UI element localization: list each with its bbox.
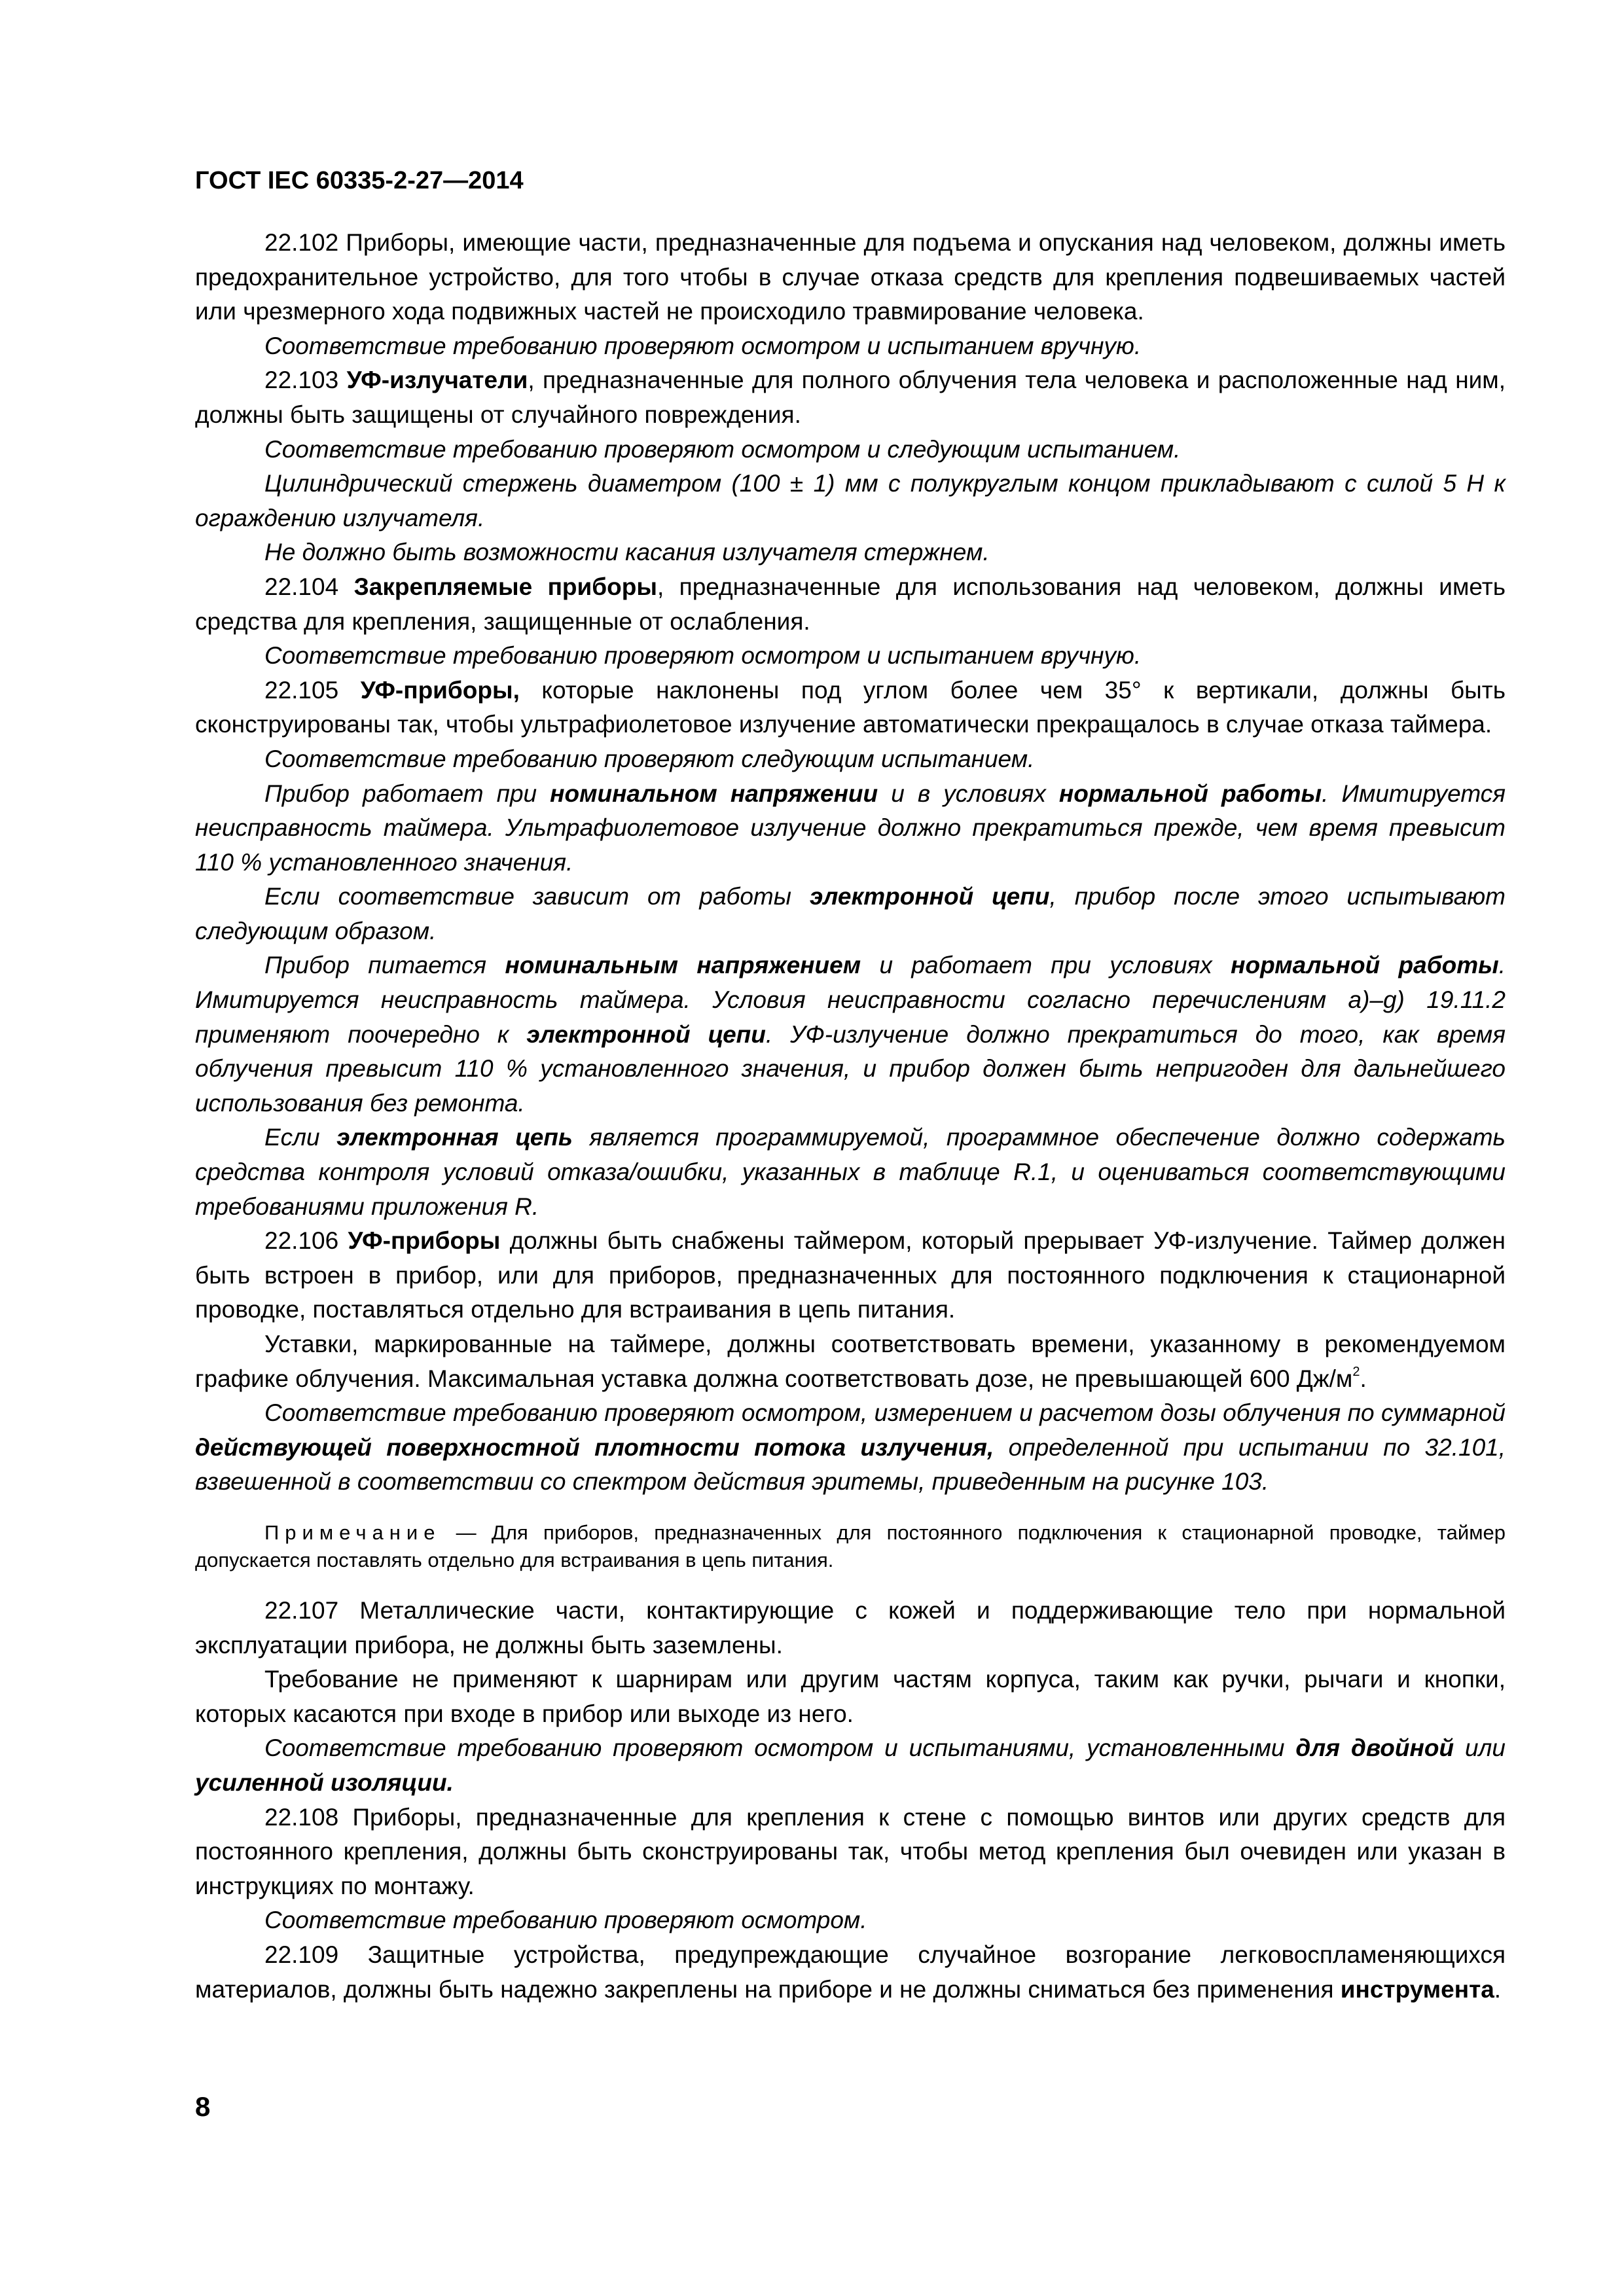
bold-term: электронная цепь <box>336 1124 573 1151</box>
text-run: . <box>1494 1975 1502 2003</box>
bold-term: нормальной работы <box>1231 952 1499 979</box>
text-run: Соответствие требованию проверяют следующим испытанием. <box>264 745 1035 772</box>
bold-term: Закрепляемые приборы <box>353 573 657 600</box>
paragraph <box>195 777 1506 880</box>
text-run: , прибор после этого испытывают следующим образом. <box>195 883 1506 944</box>
text-run: 22.106 <box>264 1227 348 1255</box>
paragraph <box>195 226 1506 329</box>
paragraph <box>195 880 1506 948</box>
text-run: Прибор работает при <box>264 780 550 807</box>
text-run: Прибор питается <box>264 952 505 979</box>
text-run: которые наклонены под углом более чем 35° к вертикали, должны быть сконструированы так, чтобы ультрафиолетовое излучение автоматически прекращалось в случае отказа таймера. <box>195 676 1506 738</box>
text-run: . УФ-излучение должно прекратиться до того, как время облучения превысит 110 % установленного значения, и прибор должен быть непригоден для дальнейшего использования без ремонта. <box>195 1020 1506 1117</box>
text-run: , предназначенные для использования над человеком, должны иметь средства для крепления, защищенные от ослабления. <box>195 573 1506 635</box>
bold-term: электронной цепи <box>526 1020 766 1048</box>
paragraph <box>195 673 1506 742</box>
text-run: 22.105 <box>264 676 361 704</box>
text-run: должны быть снабжены таймером, который прерывает УФ-излучение. Таймер должен быть встроен в прибор, или для приборов, предназначенных для постоянного подключения к стационарной проводке, поставляться отдельно для встраивания в цепь питания. <box>195 1227 1506 1323</box>
bold-term: нормальной работы <box>1058 780 1322 807</box>
text-run: Не должно быть возможности касания излучателя стержнем. <box>264 539 990 566</box>
paragraph <box>195 329 1506 364</box>
text-run: Соответствие требованию проверяют осмотром. <box>264 1907 867 1934</box>
bold-term: электронной цепи <box>809 883 1050 910</box>
text-run: Примечание <box>264 1520 441 1544</box>
paragraph <box>195 1224 1506 1327</box>
text-run: . Имитируется неисправность таймера. Условия неисправности согласно перечислениям a)–g) 19.11.2 применяют поочередно к <box>195 952 1506 1048</box>
standard-header: ГОСТ IEC 60335-2-27—2014 <box>195 167 524 194</box>
text-run: 22.104 <box>264 573 354 600</box>
paragraph <box>195 742 1506 777</box>
bold-term: УФ-приборы <box>348 1227 501 1255</box>
text-run: является программируемой, программное обеспечение должно содержать средства контроля условий отказа/ошибки, указанных в таблице R.1, и оцениваться соответствующими требованиями приложения R. <box>195 1124 1506 1220</box>
document-body <box>195 226 1506 2007</box>
paragraph <box>195 1731 1506 1800</box>
text-run: и в условиях <box>878 780 1059 807</box>
text-run: 22.103 <box>264 367 347 394</box>
text-run: Соответствие требованию проверяют осмотром и испытаниями, установленными <box>264 1734 1296 1762</box>
note-paragraph <box>195 1519 1506 1574</box>
text-run: Цилиндрический стержень диаметром (100 ± 1) мм с полукруглым концом прикладывают с силой 5 Н к ограждению излучателя. <box>195 470 1506 531</box>
text-run: 22.102 Приборы, имеющие части, предназначенные для подъема и опускания над человеком, должны иметь предохранительное устройство, для того чтобы в случае отказа средств для крепления подвешиваемых частей или чрезмерного хода подвижных частей не происходило травмирование человека. <box>195 229 1506 325</box>
paragraph <box>195 1594 1506 1662</box>
text-run: Соответствие требованию проверяют осмотром, измерением и расчетом дозы облучения по суммарной <box>264 1399 1506 1427</box>
text-run: — Для приборов, предназначенных для постоянного подключения к стационарной проводке, таймер допускается поставлять отдельно для встраивания в цепь питания. <box>195 1520 1506 1571</box>
paragraph <box>195 1396 1506 1499</box>
bold-term: усиленной изоляции. <box>195 1768 454 1796</box>
paragraph <box>195 1121 1506 1224</box>
text-run: или <box>1454 1734 1506 1762</box>
text-run: 22.109 Защитные устройства, предупреждающие случайное возгорание легковоспламеняющихся материалов, должны быть надежно закреплены на приборе и не должны сниматься без применения <box>195 1941 1506 2003</box>
paragraph <box>195 363 1506 432</box>
paragraph <box>195 1327 1506 1396</box>
text-run: и работает при условиях <box>861 952 1231 979</box>
text-run: . Имитируется неисправность таймера. Ультрафиолетовое излучение должно прекратиться прежде, чем время превысит 110 % установленного значения. <box>195 780 1506 876</box>
text-run: Требование не применяют к шарнирам или другим частям корпуса, таким как ручки, рычаги и кнопки, которых касаются при входе в прибор или выходе из него. <box>195 1666 1506 1727</box>
text-run: Соответствие требованию проверяют осмотром и следующим испытанием. <box>264 435 1181 463</box>
text-run: Соответствие требованию проверяют осмотром и испытанием вручную. <box>264 642 1142 670</box>
bold-term: номинальным напряжением <box>505 952 861 979</box>
paragraph <box>195 639 1506 673</box>
paragraph <box>195 433 1506 467</box>
paragraph <box>195 535 1506 570</box>
text-run: , предназначенные для полного облучения тела человека и расположенные над ним, должны быть защищены от случайного повреждения. <box>195 367 1506 428</box>
bold-term: действующей поверхностной плотности потока излучения, <box>195 1433 994 1461</box>
text-run: Если соответствие зависит от работы <box>264 883 810 910</box>
text-run: 22.107 Металлические части, контактирующие с кожей и поддерживающие тело при нормальной эксплуатации прибора, не должны быть заземлены. <box>195 1596 1506 1659</box>
paragraph <box>195 1903 1506 1938</box>
bold-term: номинальном напряжении <box>550 780 878 807</box>
bold-term: инструмента <box>1340 1975 1494 2003</box>
bold-term: для двойной <box>1295 1734 1454 1762</box>
paragraph <box>195 467 1506 535</box>
bold-term: УФ-излучатели <box>346 367 528 394</box>
paragraph <box>195 570 1506 639</box>
text-run: Если <box>264 1124 337 1151</box>
paragraph <box>195 1662 1506 1731</box>
page-number: 8 <box>195 2091 211 2122</box>
paragraph <box>195 1801 1506 1904</box>
text-run: определенной при испытании по 32.101, взвешенной в соответствии со спектром действия эритемы, приведенным на рисунке 103. <box>195 1433 1506 1496</box>
text-run: 22.108 Приборы, предназначенные для крепления к стене с помощью винтов или других средств для постоянного крепления, должны быть сконструированы так, чтобы метод крепления был очевиден или указан в инструкциях по монтажу. <box>195 1803 1506 1899</box>
text-run: 2 <box>1352 1364 1360 1379</box>
bold-term: УФ-приборы, <box>360 676 520 704</box>
paragraph <box>195 1938 1506 2007</box>
paragraph <box>195 948 1506 1121</box>
text-run: Уставки, маркированные на таймере, должны соответствовать времени, указанному в рекомендуемом графике облучения. Максимальная уставка должна соответствовать дозе, не превышающей 600 Дж/м <box>195 1331 1506 1392</box>
text-run: . <box>1360 1365 1367 1392</box>
text-run: Соответствие требованию проверяют осмотром и испытанием вручную. <box>264 332 1142 359</box>
